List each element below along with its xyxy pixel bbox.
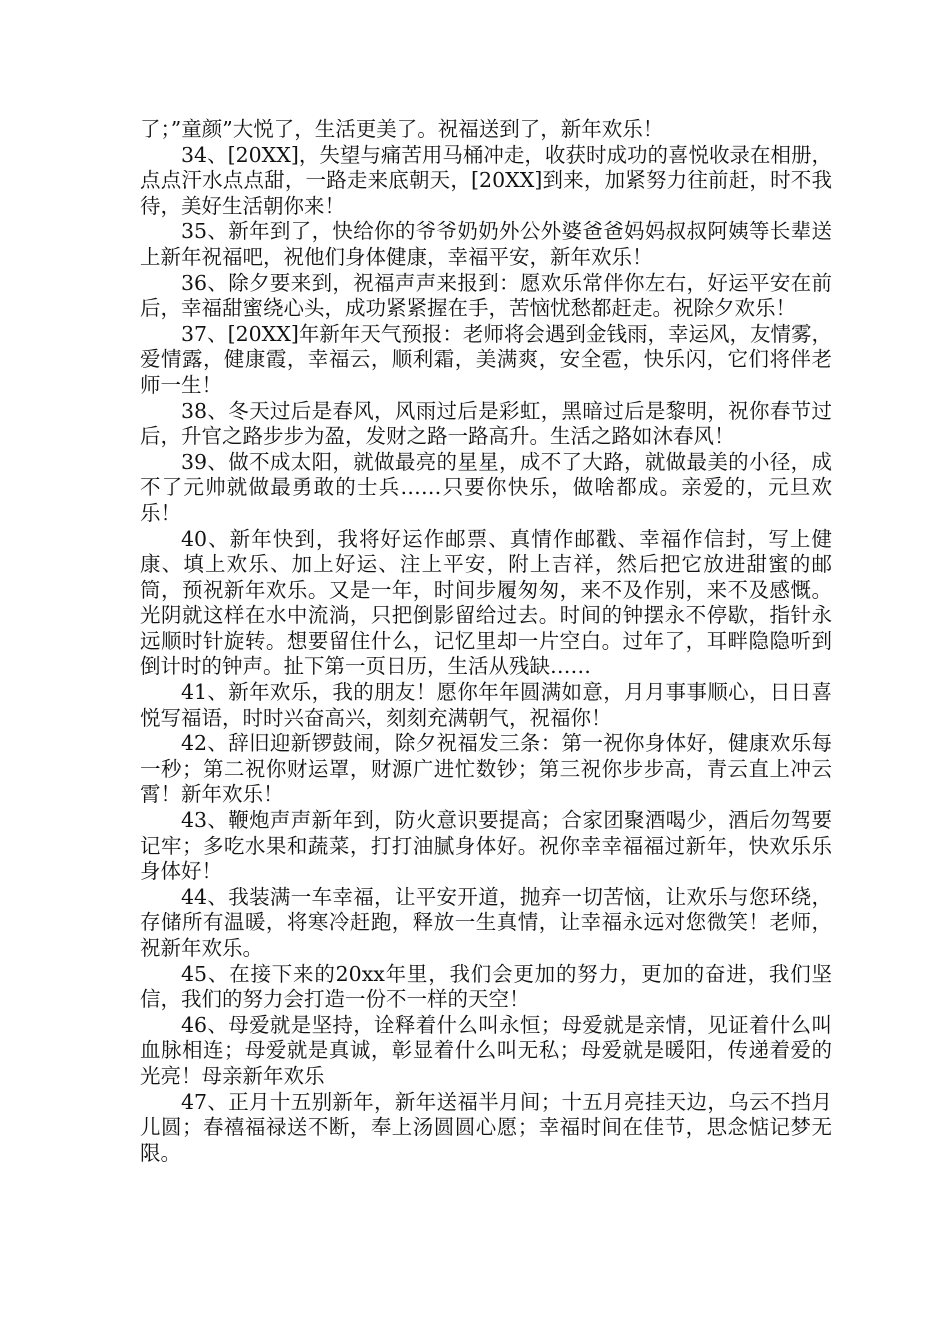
paragraph-39: 39、做不成太阳，就做最亮的星星，成不了大路，就做最美的小径，成不了元帅就做最勇敢的士兵……只要你快乐，做啥都成。亲爱的，元旦欢乐！ <box>140 449 832 525</box>
paragraph-46: 46、母爱就是坚持，诠释着什么叫永恒；母爱就是亲情，见证着什么叫血脉相连；母爱就是真诚，彰显着什么叫无私；母爱就是暖阳，传递着爱的光亮！母亲新年欢乐 <box>140 1012 832 1088</box>
paragraph-38: 38、冬天过后是春风，风雨过后是彩虹，黑暗过后是黎明，祝你春节过后，升官之路步步为盈，发财之路一路高升。生活之路如沐春风！ <box>140 398 832 449</box>
document-body <box>140 117 832 1166</box>
paragraph-37: 37、[20XX]年新年天气预报：老师将会遇到金钱雨，幸运风，友情雾，爱情露，健康霞，幸福云，顺利霜，美满爽，安全雹，快乐闪，它们将伴老师一生！ <box>140 321 832 397</box>
paragraph-42: 42、辞旧迎新锣鼓闹，除夕祝福发三条：第一祝你身体好，健康欢乐每一秒；第二祝你财运罩，财源广进忙数钞；第三祝你步步高，青云直上冲云霄！新年欢乐！ <box>140 731 832 807</box>
paragraph-36: 36、除夕要来到，祝福声声来报到：愿欢乐常伴你左右，好运平安在前后，幸福甜蜜绕心头，成功紧紧握在手，苦恼忧愁都赶走。祝除夕欢乐！ <box>140 270 832 321</box>
paragraph-35: 35、新年到了，快给你的爷爷奶奶外公外婆爸爸妈妈叔叔阿姨等长辈送上新年祝福吧，祝他们身体健康，幸福平安，新年欢乐！ <box>140 219 832 269</box>
paragraph-45: 45、在接下来的20xx年里，我们会更加的努力，更加的奋进，我们坚信，我们的努力会打造一份不一样的天空！ <box>140 961 832 1012</box>
paragraph-41: 41、新年欢乐，我的朋友！愿你年年圆满如意，月月事事顺心，日日喜悦写福语，时时兴奋高兴，刻刻充满朝气，祝福你！ <box>140 680 832 730</box>
paragraph-44: 44、我装满一车幸福，让平安开道，抛弃一切苦恼，让欢乐与您环绕，存储所有温暖，将寒冷赶跑，释放一生真情，让幸福永远对您微笑！老师，祝新年欢乐。 <box>140 884 832 960</box>
paragraph-40: 40、新年快到，我将好运作邮票、真情作邮戳、幸福作信封，写上健康、填上欢乐、加上好运、注上平安，附上吉祥，然后把它放进甜蜜的邮筒，预祝新年欢乐。又是一年，时间步履匆匆，来不及作别，来不及感慨。光阴就这样在水中流淌，只把倒影留给过去。时间的钟摆永不停歇，指针永远顺时针旋转。想要留住什么，记忆里却一片空白。过年了，耳畔隐隐听到倒计时的钟声。扯下第一页日历，生活从残缺…… <box>140 526 832 679</box>
paragraph-47: 47、正月十五别新年，新年送福半月间；十五月亮挂天边，乌云不挡月儿圆；春禧福禄送不断，奉上汤圆圆心愿；幸福时间在佳节，思念惦记梦无限。 <box>140 1089 832 1165</box>
paragraph-43: 43、鞭炮声声新年到，防火意识要提高；合家团聚酒喝少，酒后勿驾要记牢；多吃水果和蔬菜，打打油腻身体好。祝你幸幸福福过新年，快欢乐乐身体好！ <box>140 808 832 884</box>
paragraph-34: 34、[20XX]，失望与痛苦用马桶冲走，收获时成功的喜悦收录在相册，点点汗水点点甜，一路走来底朝天，[20XX]到来，加紧努力往前赶，时不我待，美好生活朝你来！ <box>140 142 832 218</box>
paragraph-continuation: 了；”童颜”大悦了，生活更美了。祝福送到了，新年欢乐！ <box>140 117 664 141</box>
